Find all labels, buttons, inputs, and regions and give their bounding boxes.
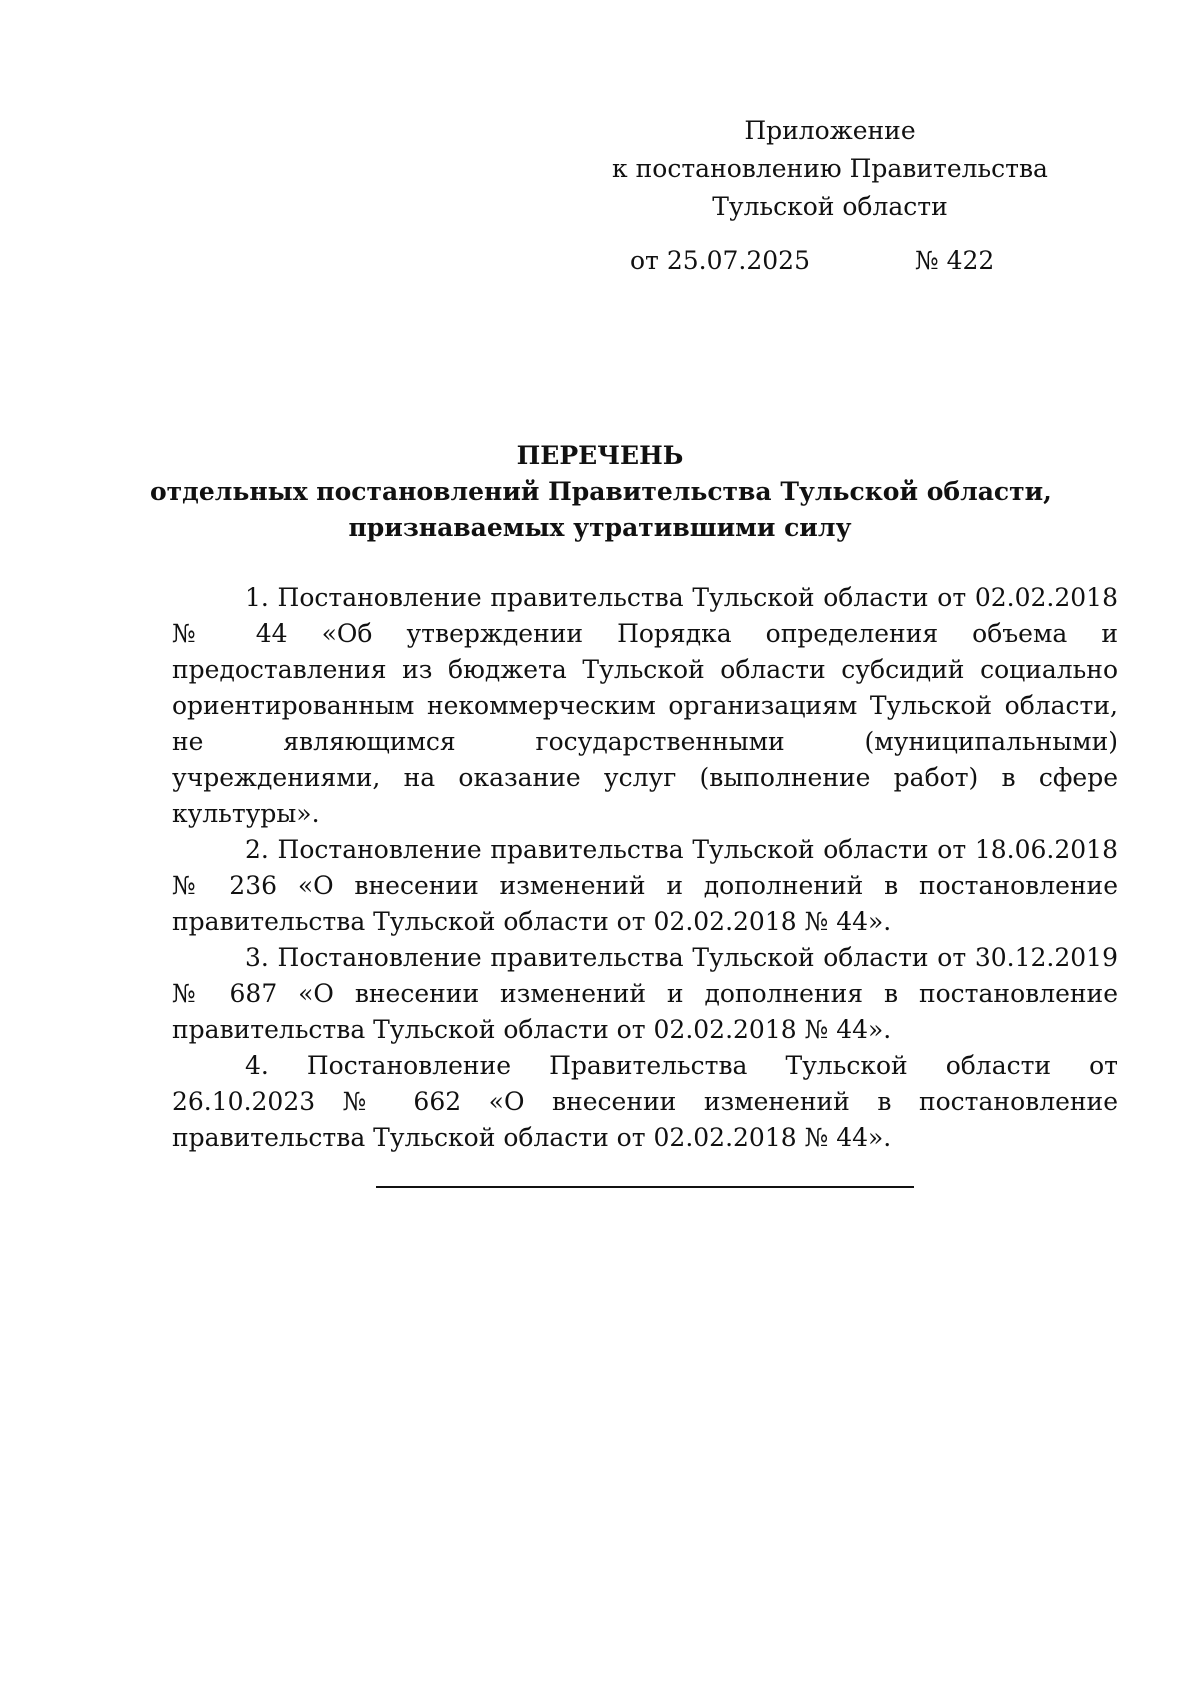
decree-date: от 25.07.2025 (630, 246, 810, 275)
heading-title: ПЕРЕЧЕНЬ (516, 441, 684, 470)
closing-separator-line (376, 1186, 914, 1188)
heading-subtitle-line1: отдельных постановлений Правительства Тульской области, (150, 477, 1052, 506)
decree-number: № 422 (915, 246, 995, 275)
appendix-header (600, 112, 1060, 226)
appendix-reference: к постановлению Правительства (612, 154, 1048, 183)
items-list (172, 580, 1118, 1156)
appendix-title: Приложение (744, 116, 916, 145)
list-item-1: 1. Постановление правительства Тульской области от 02.02.2018 № 44 «Об утверждении Порядка определения объема и предоставления из бюджета Тульской области субсидий социально ориентированным некоммерческим организациям Тульской области, не являющимся государственными (муниципальными) учреждениями, на оказание услуг (выполнение работ) в сфере культуры». (172, 583, 1118, 828)
document-heading (150, 438, 1050, 546)
list-item-4: 4. Постановление Правительства Тульской области от 26.10.2023 № 662 «О внесении изменений в постановление правительства Тульской области от 02.02.2018 № 44». (172, 1051, 1118, 1152)
list-item-3: 3. Постановление правительства Тульской области от 30.12.2019 № 687 «О внесении изменений и дополнения в постановление правительства Тульской области от 02.02.2018 № 44». (172, 943, 1118, 1044)
list-item-2: 2. Постановление правительства Тульской области от 18.06.2018 № 236 «О внесении изменений и дополнений в постановление правительства Тульской области от 02.02.2018 № 44». (172, 835, 1118, 936)
appendix-region: Тульской области (712, 192, 948, 221)
heading-subtitle-line2: признаваемых утратившими силу (348, 513, 852, 542)
